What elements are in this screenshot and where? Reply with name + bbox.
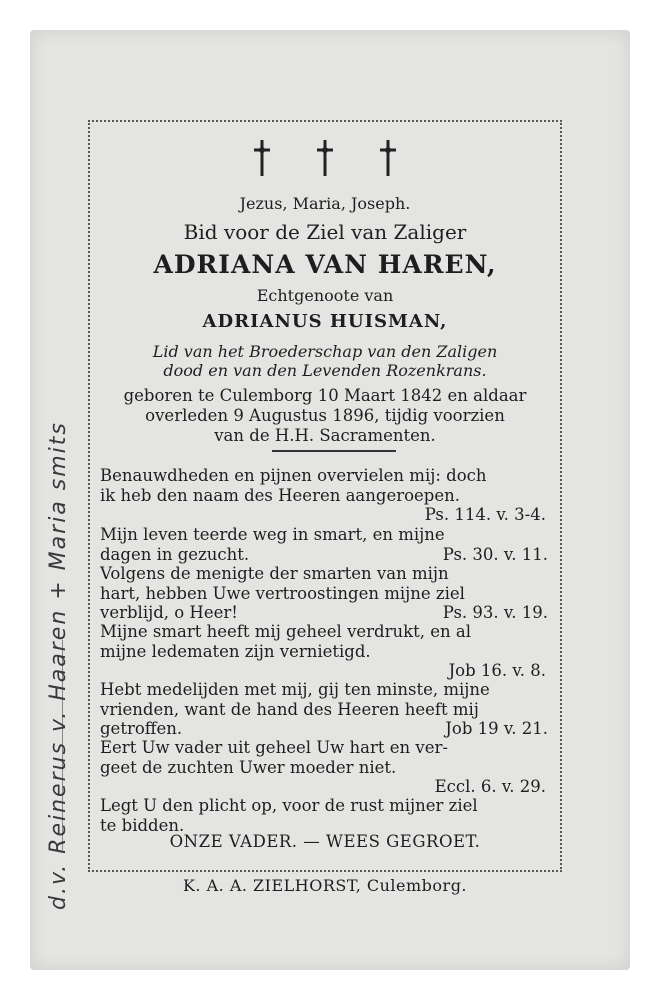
verse-reference: Job 16. v. 8. [448, 661, 546, 680]
verse-line: te bidden. [100, 815, 185, 835]
verse-line: ik heb den naam des Heeren aangeroepen. [100, 485, 461, 505]
verse-line: Volgens de menigte der smarten van mijn [100, 564, 449, 583]
verse-line: Hebt medelijden met mij, gij ten minste, mijne [100, 680, 490, 699]
verse-5 [100, 680, 548, 739]
prayer-intro: Bid voor de Ziel van Zaliger [183, 220, 467, 244]
divider [272, 450, 396, 452]
cross-icon [376, 138, 400, 178]
verse-line: vrienden, want de hand des Heeren heeft mij [100, 699, 479, 719]
closing-prayer: ONZE VADER. — WEES GEGROET. [169, 832, 481, 851]
verse-line: Mijn leven teerde weg in smart, en mijne [100, 525, 445, 544]
verse-line: hart, hebben Uwe vertroostingen mijne ziel [100, 583, 465, 603]
membership-line-2: dood en van den Levenden Rozenkrans. [163, 361, 487, 380]
verse-line: Mijne smart heeft mij geheel verdrukt, en al [100, 622, 471, 641]
header-line: Jezus, Maria, Joseph. [239, 194, 411, 213]
verse-line: mijne ledematen zijn vernietigd. [100, 641, 371, 661]
verse-7 [100, 796, 548, 835]
verse-2 [100, 525, 548, 564]
verse-line: dagen in gezucht. [100, 544, 250, 564]
verse-line: Eert Uw vader uit geheel Uw hart en ver- [100, 738, 448, 757]
verse-line: getroffen. [100, 719, 183, 738]
dates-line-1: geboren te Culemborg 10 Maart 1842 en aldaar [123, 386, 527, 405]
relation-line: Echtgenoote van [256, 286, 394, 305]
verse-reference: Ps. 30. v. 11. [442, 544, 548, 564]
verse-reference: Eccl. 6. v. 29. [434, 777, 546, 796]
crosses [250, 138, 400, 178]
membership-line-1: Lid van het Broederschap van den Zaligen [152, 342, 498, 361]
verse-3 [100, 564, 548, 623]
husband-name: ADRIANUS HUISMAN, [202, 311, 448, 332]
verse-6 [100, 738, 548, 797]
verse-line: verblijd, o Heer! [100, 603, 238, 622]
handwritten-note: d.v. Reinerus v. Haaren + Maria smits [46, 421, 71, 910]
cross-icon [250, 138, 274, 178]
cross-icon [313, 138, 337, 178]
dates-line-3: van de H.H. Sacramenten. [214, 426, 436, 445]
deceased-name: ADRIANA VAN HAREN, [153, 250, 497, 279]
verse-line: Legt U den plicht op, voor de rust mijner ziel [100, 796, 478, 815]
verse-reference: Ps. 114. v. 3-4. [424, 505, 546, 524]
verse-1 [100, 466, 548, 525]
verse-4 [100, 622, 548, 681]
verse-line: Benauwdheden en pijnen overvielen mij: doch [100, 466, 487, 485]
verse-reference: Ps. 93. v. 19. [442, 603, 548, 622]
verse-reference: Job 19 v. 21. [445, 719, 548, 738]
dates-line-2: overleden 9 Augustus 1896, tijdig voorzien [145, 406, 505, 425]
verse-line: geet de zuchten Uwer moeder niet. [100, 757, 397, 777]
printer-imprint: K. A. A. ZIELHORST, Culemborg. [182, 876, 468, 895]
